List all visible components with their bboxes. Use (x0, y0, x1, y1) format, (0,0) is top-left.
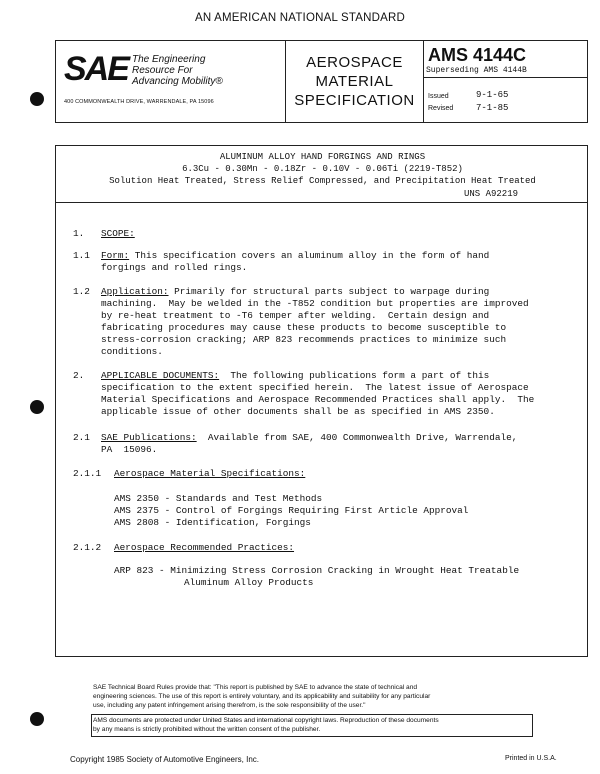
text-line: The following publications form a part of this (219, 370, 490, 381)
section-label: Aerospace Material Specifications: (114, 468, 306, 479)
sae-tagline (132, 54, 223, 87)
text-line: Material Specifications and Aerospace Recommended Practices shall apply. The (101, 394, 535, 405)
text-line: stress-corrosion cracking; ARP 823 recommends practices to minimize such (101, 334, 507, 345)
text-line: fabricating procedures may cause these products to become susceptible to (101, 322, 507, 333)
section-label: APPLICABLE DOCUMENTS: (101, 370, 220, 381)
punch-hole (30, 400, 44, 414)
section-label: SAE Publications: (101, 432, 197, 443)
punch-hole (30, 712, 44, 726)
text-line: specification to the extent specified herein. The latest issue of Aerospace (101, 382, 529, 393)
section-label: Form: (101, 250, 130, 261)
list-item: ARP 823 - Minimizing Stress Corrosion Cracking in Wrought Heat Treatable (114, 565, 520, 576)
section-number: 1.1 (73, 250, 90, 261)
text-line: Available from SAE, 400 Commonwealth Drive, Warrendale, (196, 432, 518, 443)
section-number: 2.1.2 (73, 542, 102, 553)
printed-in: Printed in U.S.A. (505, 755, 557, 762)
document-body (55, 145, 588, 657)
spec-number: AMS 4144C (428, 45, 527, 65)
section-heading: SCOPE: (101, 228, 135, 239)
sae-address: 400 COMMONWEALTH DRIVE, WARRENDALE, PA 15096 (64, 99, 214, 105)
issued-date: 9-1-65 (476, 90, 509, 100)
spec-type (286, 41, 424, 122)
text-line: PA 15096. (101, 444, 158, 455)
section-number: 2.1 (73, 432, 90, 443)
sae-logo: SAE (64, 50, 128, 88)
list-item: AMS 2808 - Identification, Forgings (114, 517, 311, 528)
notice-box (91, 714, 533, 737)
revised-label: Revised (428, 105, 454, 112)
list-item: Aluminum Alloy Products (184, 577, 314, 588)
list-item: AMS 2350 - Standards and Test Methods (114, 493, 323, 504)
spec-type-line: SPECIFICATION (294, 92, 415, 109)
text-line: machining. May be welded in the -T852 condition but properties are improved (101, 298, 529, 309)
section-paragraph (101, 432, 517, 444)
section-paragraph (101, 370, 489, 382)
section-number: 2.1.1 (73, 468, 102, 479)
section-number: 2. (73, 370, 85, 381)
issued-label: Issued (428, 93, 449, 100)
section-paragraph (101, 286, 489, 298)
text-line: conditions. (101, 346, 163, 357)
document-header (55, 40, 588, 123)
section-number: 1. (73, 228, 85, 239)
title-composition: 6.3Cu - 0.30Mn - 0.18Zr - 0.10V - 0.06Ti (2219-T852) (182, 164, 463, 174)
footer-copyright-notice: AMS documents are protected under United States and international copyright laws. Reproduction of these documents (93, 717, 439, 724)
divider (56, 202, 587, 203)
spec-type-line: AEROSPACE (306, 54, 403, 71)
divider (424, 77, 587, 78)
text-line: by re-heat treatment to -T6 temper after welding. Certain design and (101, 310, 490, 321)
tagline-line: Resource For (132, 65, 193, 76)
text-line: applicable issue of other documents shall be as specified in AMS 2350. (101, 406, 495, 417)
punch-hole (30, 92, 44, 106)
section-number: 1.2 (73, 286, 90, 297)
supersedes: Superseding AMS 4144B (426, 66, 527, 75)
section-label: Aerospace Recommended Practices: (114, 542, 295, 553)
title-line: ALUMINUM ALLOY HAND FORGINGS AND RINGS (219, 152, 426, 162)
footer-rules: engineering sciences. The use of this report is entirely voluntary, and its applicability and suitability for any particular (93, 693, 431, 700)
section-paragraph (101, 250, 489, 262)
title-condition: Solution Heat Treated, Stress Relief Compressed, and Precipitation Heat Treated (109, 176, 536, 186)
logo-cell (56, 41, 286, 122)
text-line: Primarily for structural parts subject to warpage during (168, 286, 490, 297)
footer-copyright-notice: by any means is strictly prohibited without the written consent of the publisher. (93, 726, 321, 733)
standard-banner: AN AMERICAN NATIONAL STANDARD (194, 12, 406, 24)
tagline-line: The Engineering (132, 54, 206, 65)
section-label: Application: (101, 286, 169, 297)
footer-rules: SAE Technical Board Rules provide that: "This report is published by SAE to advance the state of technical and (93, 684, 418, 691)
uns-number: UNS A92219 (464, 189, 519, 199)
revised-date: 7-1-85 (476, 103, 509, 113)
tagline-line: Advancing Mobility® (132, 76, 223, 87)
spec-type-line: MATERIAL (315, 73, 394, 90)
text-line: forgings and rolled rings. (101, 262, 248, 273)
list-item: AMS 2375 - Control of Forgings Requiring First Article Approval (114, 505, 469, 516)
footer-rules: use, including any patent infringement arising therefrom, is the sole responsibility of the user." (93, 702, 366, 709)
text-line: This specification covers an aluminum alloy in the form of hand (129, 250, 490, 261)
copyright: Copyright 1985 Society of Automotive Engineers, Inc. (70, 755, 259, 764)
